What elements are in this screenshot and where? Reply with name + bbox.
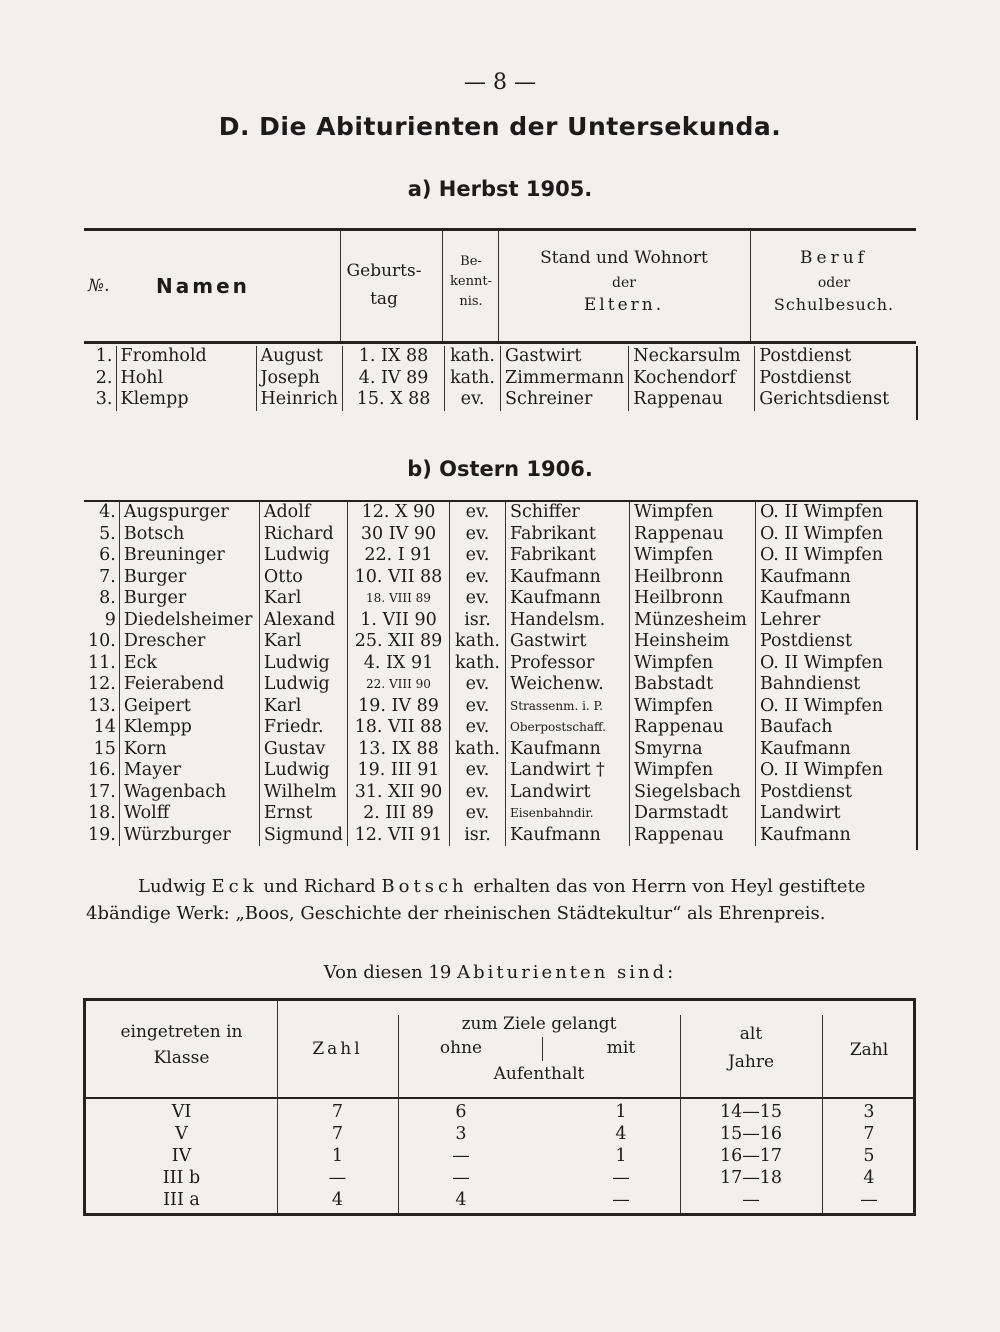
cell-ort: Darmstadt bbox=[629, 803, 755, 825]
cell-geb: 25. XII 89 bbox=[347, 631, 449, 653]
cell-geb: 22. VIII 90 bbox=[347, 674, 449, 696]
cell-stand: Handelsm. bbox=[505, 610, 629, 632]
stats-cell-zahl2: 3 bbox=[863, 1102, 875, 1122]
cell-stand: Gastwirt bbox=[505, 631, 629, 653]
cell-name: Klempp bbox=[116, 389, 256, 411]
cell-bek: ev. bbox=[449, 502, 505, 524]
cell-stand: Zimmermann bbox=[501, 368, 629, 390]
cell-stand: Landwirt bbox=[505, 782, 629, 804]
cell-ort: Münzesheim bbox=[629, 610, 755, 632]
cell-nr: 13. bbox=[88, 695, 116, 716]
stats-header-klasse: Klasse bbox=[153, 1048, 210, 1068]
stats-cell-klasse: III b bbox=[162, 1168, 201, 1188]
cell-geb: 1. IX 88 bbox=[343, 346, 445, 368]
cell-vorname: Karl bbox=[259, 631, 347, 653]
cell-beruf: O. II Wimpfen bbox=[755, 760, 921, 782]
cell-beruf: Kaufmann bbox=[755, 825, 921, 847]
cell-vorname: Ludwig bbox=[259, 674, 347, 696]
prize-paragraph: Ludwig Eck und Richard Botsch erhalten das von Herrn von Heyl gestiftete bbox=[138, 876, 866, 897]
cell-stand: Fabrikant bbox=[505, 524, 629, 546]
cell-name: Augspurger bbox=[119, 502, 259, 524]
cell-name: Korn bbox=[119, 739, 259, 761]
stats-header-jahre: Jahre bbox=[727, 1052, 775, 1072]
stats-cell-mit: 1 bbox=[615, 1146, 627, 1166]
stats-cell-zahl: 7 bbox=[331, 1124, 344, 1144]
cell-ort: Rappenau bbox=[629, 717, 755, 739]
cell-bek: kath. bbox=[449, 739, 505, 761]
stats-cell-mit: — bbox=[612, 1168, 630, 1188]
cell-geb: 31. XII 90 bbox=[347, 782, 449, 804]
cell-name: Würzburger bbox=[119, 825, 259, 847]
cell-vorname: Ludwig bbox=[259, 760, 347, 782]
stats-cell-ohne: 4 bbox=[455, 1190, 467, 1210]
cell-beruf: O. II Wimpfen bbox=[755, 545, 921, 567]
stats-header-eingetreten: eingetreten in bbox=[120, 1022, 243, 1042]
cell-bek: ev. bbox=[445, 389, 501, 411]
stats-header-mit: mit bbox=[606, 1038, 636, 1058]
cell-ort: Kochendorf bbox=[629, 368, 755, 390]
cell-nr: 18. bbox=[88, 803, 116, 823]
cell-nr: 11. bbox=[88, 652, 116, 673]
stats-table bbox=[83, 998, 916, 1216]
cell-bek: ev. bbox=[449, 588, 505, 610]
cell-nr: 9 bbox=[104, 609, 116, 630]
cell-ort: Babstadt bbox=[629, 674, 755, 696]
stats-cell-ohne: — bbox=[452, 1146, 470, 1166]
cell-nr: 19. bbox=[88, 824, 116, 845]
header-geburtstag: Geburts- tag bbox=[340, 231, 427, 341]
cell-beruf: Postdienst bbox=[755, 782, 921, 804]
stats-header-zum-ziele: zum Ziele gelangt bbox=[461, 1014, 617, 1034]
cell-bek: ev. bbox=[449, 567, 505, 589]
cell-name: Burger bbox=[119, 567, 259, 589]
cell-stand: Eisenbahndir. bbox=[505, 803, 629, 825]
stats-intro: Von diesen 19 Abiturienten sind: bbox=[323, 962, 677, 983]
stats-cell-zahl2: 4 bbox=[863, 1168, 875, 1188]
cell-bek: ev. bbox=[449, 782, 505, 804]
cell-ort: Rappenau bbox=[629, 389, 755, 411]
cell-geb: 19. IV 89 bbox=[347, 696, 449, 718]
stats-header-aufenthalt: Aufenthalt bbox=[493, 1064, 585, 1084]
cell-beruf: O. II Wimpfen bbox=[755, 696, 921, 718]
header-bekenntnis: Be- kennt- nis. bbox=[442, 231, 499, 341]
section-title-ostern: b) Ostern 1906. bbox=[407, 457, 593, 481]
cell-stand: Gastwirt bbox=[501, 346, 629, 368]
stats-cell-zahl: — bbox=[328, 1168, 347, 1188]
cell-nr: 1. bbox=[95, 346, 113, 366]
stats-header-zahl2: Zahl bbox=[849, 1040, 889, 1060]
cell-nr: 10. bbox=[88, 631, 116, 651]
cell-nr: 14 bbox=[93, 717, 116, 737]
stats-cell-jahre: 16—17 bbox=[719, 1146, 783, 1166]
page-number: — 8 — bbox=[464, 70, 536, 95]
cell-name: Geipert bbox=[119, 696, 259, 718]
cell-ort: Rappenau bbox=[629, 524, 755, 546]
cell-beruf: Lehrer bbox=[755, 610, 921, 632]
stats-cell-mit: 4 bbox=[615, 1124, 627, 1144]
cell-geb: 13. IX 88 bbox=[347, 739, 449, 761]
stats-cell-jahre: — bbox=[742, 1190, 760, 1210]
cell-beruf: Gerichtsdienst bbox=[755, 389, 921, 411]
stats-cell-zahl2: 5 bbox=[863, 1146, 875, 1166]
cell-nr: 12. bbox=[88, 674, 116, 694]
cell-stand: Kaufmann bbox=[505, 588, 629, 610]
prize-paragraph-line2: 4bändige Werk: „Boos, Geschichte der rheinischen Städtekultur“ als Ehrenpreis. bbox=[86, 903, 826, 924]
stats-cell-zahl2: — bbox=[860, 1190, 878, 1210]
cell-ort: Wimpfen bbox=[629, 653, 755, 675]
cell-beruf: O. II Wimpfen bbox=[755, 524, 921, 546]
stats-cell-jahre: 17—18 bbox=[719, 1168, 783, 1188]
cell-beruf: O. II Wimpfen bbox=[755, 502, 921, 524]
cell-beruf: Kaufmann bbox=[755, 588, 921, 610]
cell-bek: ev. bbox=[449, 803, 505, 825]
stats-cell-jahre: 14—15 bbox=[719, 1102, 783, 1122]
cell-nr: 6. bbox=[99, 545, 116, 565]
cell-vorname: Ludwig bbox=[259, 545, 347, 567]
cell-vorname: Alexand bbox=[259, 610, 347, 632]
cell-name: Diedelsheimer bbox=[119, 610, 259, 632]
stats-cell-zahl2: 7 bbox=[863, 1124, 875, 1144]
cell-vorname: Friedr. bbox=[259, 717, 347, 739]
cell-geb: 1. VII 90 bbox=[347, 610, 449, 632]
stats-cell-zahl: 4 bbox=[331, 1190, 344, 1210]
cell-bek: kath. bbox=[445, 368, 501, 390]
stats-cell-ohne: 3 bbox=[455, 1124, 467, 1144]
cell-vorname: Ludwig bbox=[259, 653, 347, 675]
cell-bek: kath. bbox=[449, 631, 505, 653]
cell-nr: 7. bbox=[99, 566, 116, 587]
cell-geb: 4. IV 89 bbox=[343, 368, 445, 390]
stats-cell-klasse: IV bbox=[171, 1146, 192, 1166]
cell-ort: Wimpfen bbox=[629, 502, 755, 524]
cell-ort: Heilbronn bbox=[629, 588, 755, 610]
cell-bek: ev. bbox=[449, 674, 505, 696]
cell-name: Feierabend bbox=[119, 674, 259, 696]
cell-name: Botsch bbox=[119, 524, 259, 546]
stats-cell-zahl: 7 bbox=[331, 1102, 344, 1122]
cell-bek: ev. bbox=[449, 545, 505, 567]
cell-vorname: Sigmund bbox=[259, 825, 347, 847]
cell-stand: Strassenm. i. P. bbox=[505, 696, 629, 718]
page-title: D. Die Abiturienten der Untersekunda. bbox=[218, 112, 782, 141]
cell-ort: Smyrna bbox=[629, 739, 755, 761]
cell-geb: 30 IV 90 bbox=[347, 524, 449, 546]
cell-geb: 18. VII 88 bbox=[347, 717, 449, 739]
cell-geb: 15. X 88 bbox=[343, 389, 445, 411]
cell-geb: 12. X 90 bbox=[347, 502, 449, 524]
stats-cell-klasse: VI bbox=[171, 1102, 192, 1122]
cell-name: Drescher bbox=[119, 631, 259, 653]
cell-nr: 5. bbox=[99, 523, 116, 544]
cell-stand: Kaufmann bbox=[505, 825, 629, 847]
cell-name: Mayer bbox=[119, 760, 259, 782]
cell-vorname: Gustav bbox=[259, 739, 347, 761]
stats-header-rule bbox=[86, 1097, 913, 1099]
cell-bek: ev. bbox=[449, 524, 505, 546]
cell-name: Wolff bbox=[119, 803, 259, 825]
cell-beruf: Kaufmann bbox=[755, 567, 921, 589]
cell-bek: kath. bbox=[445, 346, 501, 368]
cell-ort: Wimpfen bbox=[629, 696, 755, 718]
cell-name: Wagenbach bbox=[119, 782, 259, 804]
cell-vorname: Joseph bbox=[256, 368, 343, 390]
stats-header-zahl: Zahl bbox=[312, 1039, 363, 1059]
cell-geb: 22. I 91 bbox=[347, 545, 449, 567]
cell-name: Klempp bbox=[119, 717, 259, 739]
cell-stand: Fabrikant bbox=[505, 545, 629, 567]
cell-beruf: Postdienst bbox=[755, 631, 921, 653]
cell-stand: Oberpostschaff. bbox=[505, 717, 629, 739]
cell-nr: 17. bbox=[88, 781, 116, 802]
cell-bek: kath. bbox=[449, 653, 505, 675]
stats-cell-zahl: 1 bbox=[331, 1146, 344, 1166]
cell-name: Hohl bbox=[116, 368, 256, 390]
cell-stand: Kaufmann bbox=[505, 567, 629, 589]
cell-beruf: Baufach bbox=[755, 717, 921, 739]
cell-beruf: Postdienst bbox=[755, 346, 921, 368]
cell-vorname: Otto bbox=[259, 567, 347, 589]
stats-header-ohne: ohne bbox=[439, 1038, 483, 1058]
cell-beruf: Landwirt bbox=[755, 803, 921, 825]
cell-nr: 16. bbox=[88, 760, 116, 780]
stats-cell-ohne: 6 bbox=[455, 1102, 467, 1122]
stats-cell-klasse: III a bbox=[163, 1190, 200, 1210]
cell-vorname: Karl bbox=[259, 588, 347, 610]
cell-vorname: Wilhelm bbox=[259, 782, 347, 804]
header-stand-wohnort: Stand und Wohnort der Eltern. bbox=[498, 231, 749, 341]
cell-ort: Neckarsulm bbox=[629, 346, 755, 368]
cell-geb: 18. VIII 89 bbox=[347, 588, 449, 610]
cell-nr: 2. bbox=[95, 367, 113, 388]
cell-ort: Wimpfen bbox=[629, 545, 755, 567]
cell-ort: Heinsheim bbox=[629, 631, 755, 653]
cell-vorname: Richard bbox=[259, 524, 347, 546]
cell-name: Fromhold bbox=[116, 346, 256, 368]
cell-beruf: Bahndienst bbox=[755, 674, 921, 696]
cell-beruf: Kaufmann bbox=[755, 739, 921, 761]
cell-stand: Weichenw. bbox=[505, 674, 629, 696]
list-table-header bbox=[84, 228, 916, 344]
cell-nr: 15 bbox=[93, 738, 116, 759]
cell-stand: Schreiner bbox=[501, 389, 629, 411]
header-nr: №. bbox=[88, 276, 110, 296]
cell-beruf: Postdienst bbox=[755, 368, 921, 390]
cell-name: Breuninger bbox=[119, 545, 259, 567]
cell-bek: ev. bbox=[449, 760, 505, 782]
cell-bek: isr. bbox=[449, 610, 505, 632]
stats-header-alt: alt bbox=[739, 1024, 763, 1044]
section-title-herbst: a) Herbst 1905. bbox=[407, 177, 593, 201]
cell-name: Burger bbox=[119, 588, 259, 610]
cell-bek: ev. bbox=[449, 717, 505, 739]
stats-cell-ohne: — bbox=[452, 1168, 470, 1188]
cell-geb: 19. III 91 bbox=[347, 760, 449, 782]
cell-ort: Siegelsbach bbox=[629, 782, 755, 804]
cell-beruf: O. II Wimpfen bbox=[755, 653, 921, 675]
cell-geb: 12. VII 91 bbox=[347, 825, 449, 847]
cell-ort: Heilbronn bbox=[629, 567, 755, 589]
cell-nr: 3. bbox=[95, 389, 113, 409]
cell-nr: 8. bbox=[99, 588, 116, 608]
header-beruf: Beruf oder Schulbesuch. bbox=[750, 231, 917, 341]
cell-stand: Schiffer bbox=[505, 502, 629, 524]
stats-cell-klasse: V bbox=[175, 1124, 188, 1144]
cell-vorname: Ernst bbox=[259, 803, 347, 825]
stats-cell-jahre: 15—16 bbox=[719, 1124, 783, 1144]
cell-name: Eck bbox=[119, 653, 259, 675]
cell-stand: Professor bbox=[505, 653, 629, 675]
cell-geb: 4. IX 91 bbox=[347, 653, 449, 675]
cell-nr: 4. bbox=[99, 502, 116, 522]
cell-stand: Kaufmann bbox=[505, 739, 629, 761]
cell-stand: Landwirt † bbox=[505, 760, 629, 782]
cell-ort: Wimpfen bbox=[629, 760, 755, 782]
table-frame-herbst bbox=[84, 346, 918, 420]
table-frame-ostern bbox=[84, 500, 918, 850]
cell-ort: Rappenau bbox=[629, 825, 755, 847]
cell-vorname: Adolf bbox=[259, 502, 347, 524]
stats-cell-mit: — bbox=[612, 1190, 630, 1210]
cell-geb: 2. III 89 bbox=[347, 803, 449, 825]
stats-cell-mit: 1 bbox=[615, 1102, 627, 1122]
cell-geb: 10. VII 88 bbox=[347, 567, 449, 589]
header-namen: Namen bbox=[156, 274, 250, 298]
cell-bek: ev. bbox=[449, 696, 505, 718]
cell-vorname: Heinrich bbox=[256, 389, 343, 411]
cell-vorname: August bbox=[256, 346, 343, 368]
cell-bek: isr. bbox=[449, 825, 505, 847]
cell-vorname: Karl bbox=[259, 696, 347, 718]
